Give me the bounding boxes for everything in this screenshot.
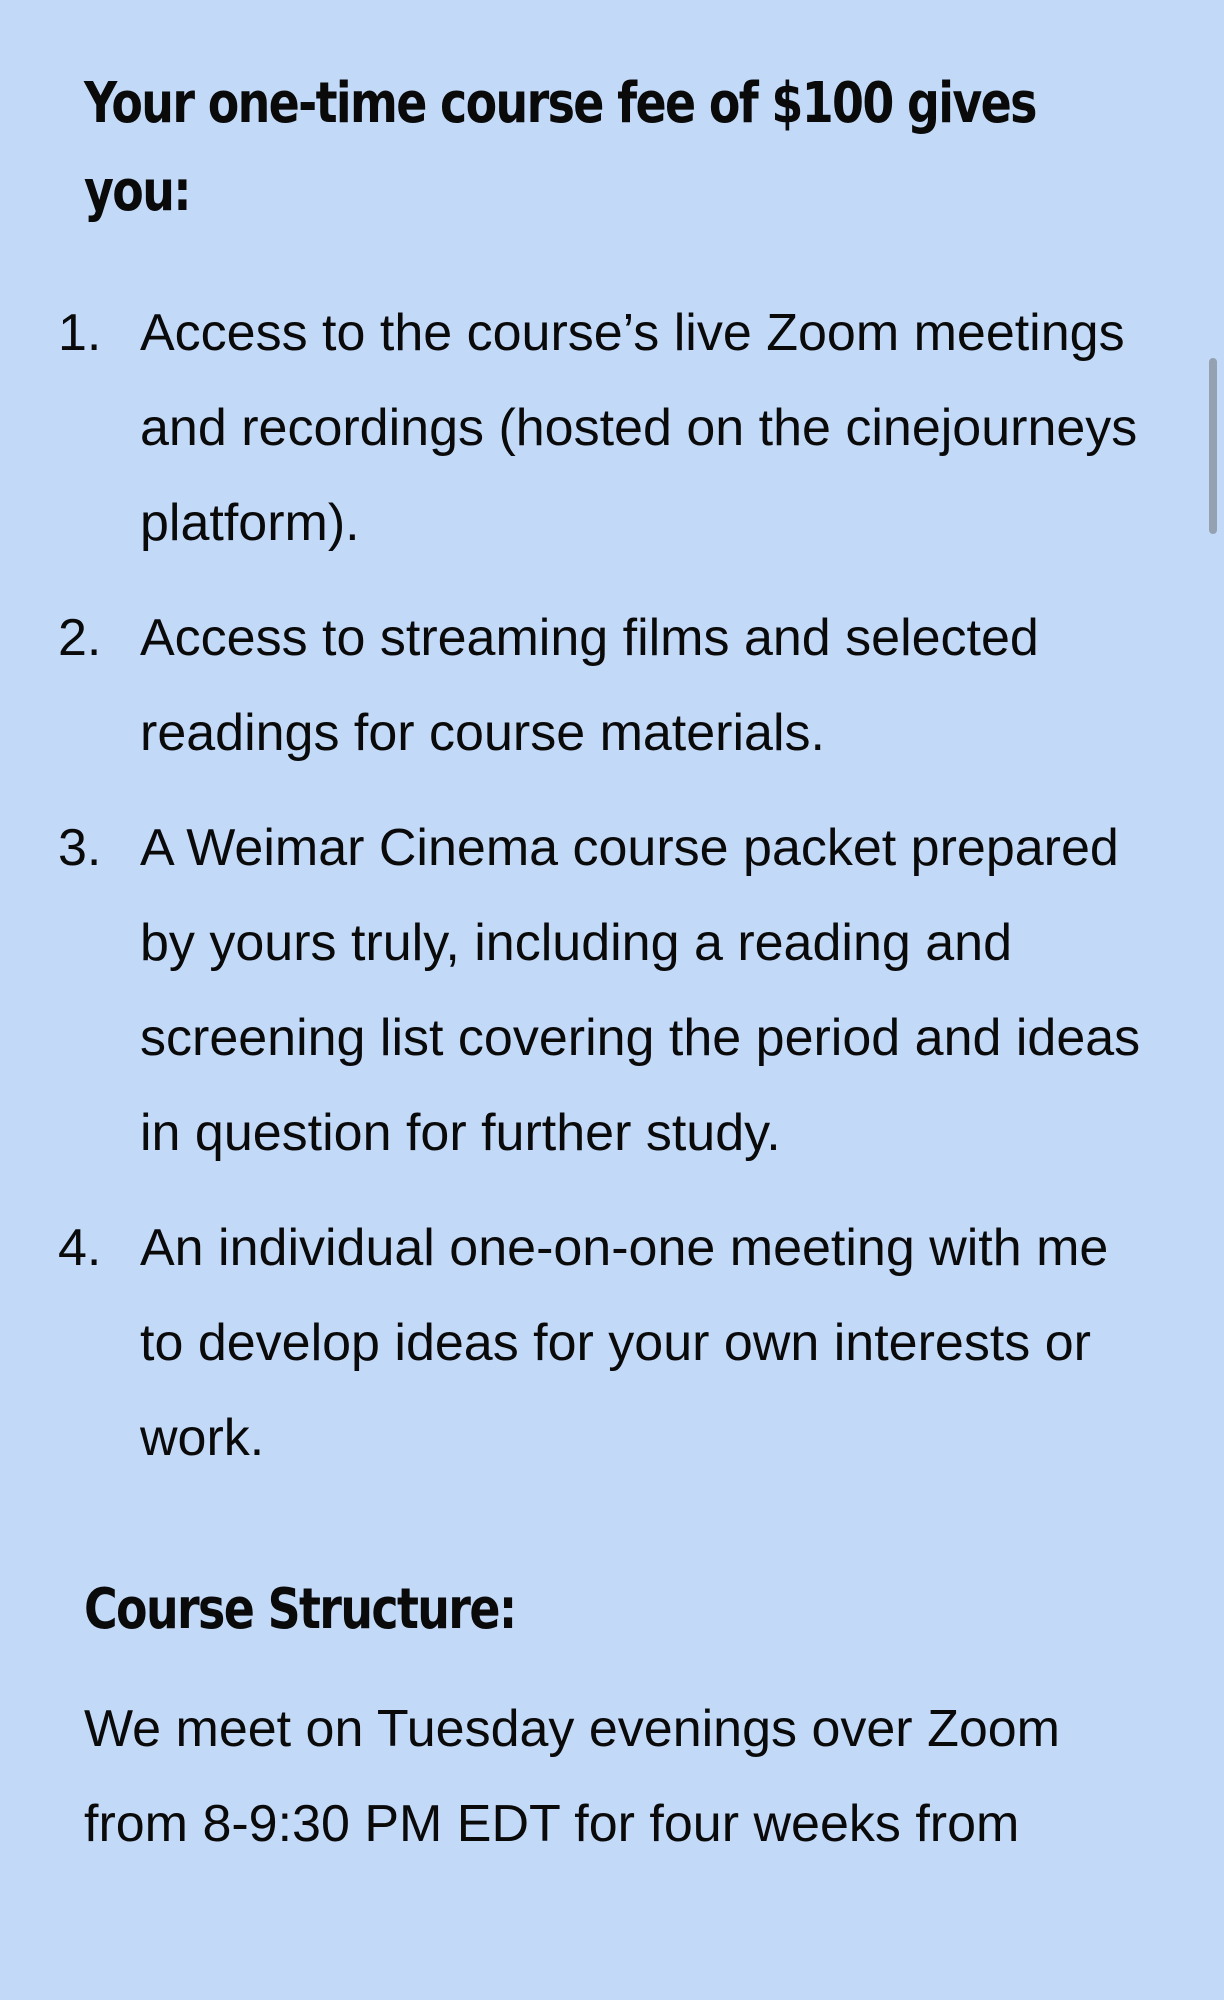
list-item-text: An individual one-on-one meeting with me to develop ideas for your own interests or work. [140,1219,1109,1467]
list-item-text: A Weimar Cinema course packet prepared by yours truly, including a reading and screening list covering the period and ideas in question for further study. [140,819,1141,1162]
benefits-list [58,286,1144,1486]
list-item [58,1201,1144,1486]
list-item [58,591,1144,781]
article-content [58,60,1144,1872]
course-structure-heading: Course Structure: [84,1577,516,1642]
course-structure-text: We meet on Tuesday evenings over Zoom from 8-9:30 PM EDT for four weeks from [84,1700,1060,1853]
list-item-text: Access to the course’s live Zoom meetings and recordings (hosted on the cinejourneys platform). [140,304,1138,552]
list-item-number: 3. [58,819,102,877]
list-item-text: Access to streaming films and selected readings for course materials. [140,609,1039,762]
list-item [58,801,1144,1181]
list-item-number: 4. [58,1219,102,1277]
list-item [58,286,1144,571]
list-item-number: 1. [58,304,102,362]
vertical-scrollbar[interactable] [1209,358,1217,534]
list-item-number: 2. [58,609,102,667]
fee-heading: Your one-time course fee of $100 gives you: [84,71,1036,224]
